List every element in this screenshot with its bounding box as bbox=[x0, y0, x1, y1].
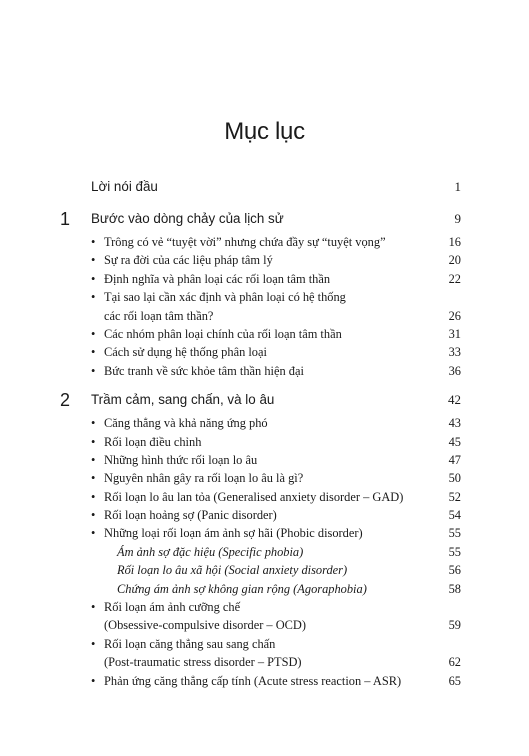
entry-text: Rối loạn lo âu lan tỏa (Generalised anxiety disorder – GAD) bbox=[104, 489, 404, 504]
entry-page: 59 bbox=[448, 618, 461, 633]
toc-subentry[interactable] bbox=[0, 580, 529, 598]
entry-text-cont: (Post-traumatic stress disorder – PTSD) bbox=[104, 655, 302, 670]
entry-text: Trông có vẻ “tuyệt vời” nhưng chứa đầy sự “tuyệt vọng” bbox=[104, 235, 386, 249]
bullet-icon: • bbox=[91, 290, 96, 305]
bullet-icon: • bbox=[91, 235, 96, 249]
bullet-icon: • bbox=[91, 416, 96, 431]
entry-text: Rối loạn hoảng sợ (Panic disorder) bbox=[104, 508, 277, 523]
entry-text: Rối loạn ám ảnh cưỡng chế bbox=[104, 600, 241, 615]
toc-entry[interactable] bbox=[0, 343, 529, 361]
toc-entry[interactable] bbox=[0, 524, 529, 542]
entry-page: 54 bbox=[448, 508, 461, 523]
toc-entry-continuation bbox=[0, 616, 529, 634]
entry-page: 47 bbox=[448, 452, 461, 467]
preface-label: Lời nói đầu bbox=[91, 179, 158, 194]
toc-entry[interactable] bbox=[0, 288, 529, 306]
bullet-icon: • bbox=[91, 363, 96, 378]
toc-entry[interactable] bbox=[0, 233, 529, 251]
bullet-icon: • bbox=[91, 600, 96, 615]
entry-page: 56 bbox=[448, 563, 461, 578]
entry-text: Định nghĩa và phân loại các rối loạn tâm thần bbox=[104, 271, 331, 286]
entry-page: 50 bbox=[448, 471, 461, 486]
entry-page: 45 bbox=[448, 434, 461, 449]
entry-text: Những hình thức rối loạn lo âu bbox=[104, 452, 258, 467]
entry-text: Cách sử dụng hệ thống phân loại bbox=[104, 345, 267, 360]
entry-text: Các nhóm phân loại chính của rối loạn tâm thần bbox=[104, 326, 342, 341]
toc-entry[interactable] bbox=[0, 270, 529, 288]
toc-entry[interactable] bbox=[0, 672, 529, 690]
toc-entry[interactable] bbox=[0, 506, 529, 524]
toc-entry[interactable] bbox=[0, 433, 529, 451]
chapter-page: 9 bbox=[454, 211, 461, 226]
page-title: Mục lục bbox=[224, 118, 305, 145]
bullet-icon: • bbox=[91, 345, 96, 360]
table-of-contents bbox=[0, 176, 529, 690]
entry-page: 20 bbox=[448, 253, 461, 268]
chapter-list bbox=[0, 207, 529, 690]
toc-preface[interactable] bbox=[0, 176, 529, 198]
bullet-icon: • bbox=[91, 489, 96, 504]
bullet-icon: • bbox=[91, 526, 96, 541]
entry-text: Chứng ám ảnh sợ không gian rộng (Agoraphobia) bbox=[117, 581, 367, 596]
entry-text: Phản ứng căng thẳng cấp tính (Acute stress reaction – ASR) bbox=[104, 673, 402, 688]
toc-entry[interactable] bbox=[0, 362, 529, 380]
entry-page: 55 bbox=[448, 544, 461, 559]
toc-entry[interactable] bbox=[0, 469, 529, 487]
bullet-icon: • bbox=[91, 326, 96, 341]
bullet-icon: • bbox=[91, 471, 96, 486]
chapter-page: 42 bbox=[448, 392, 461, 408]
toc-entry-continuation bbox=[0, 653, 529, 671]
entry-text: Nguyên nhân gây ra rối loạn lo âu là gì? bbox=[104, 471, 304, 486]
entry-page: 62 bbox=[448, 655, 461, 670]
bullet-icon: • bbox=[91, 434, 96, 449]
entry-text: Căng thẳng và khả năng ứng phó bbox=[104, 416, 268, 431]
toc-entry[interactable] bbox=[0, 325, 529, 343]
bullet-icon: • bbox=[91, 673, 96, 688]
chapter-heading[interactable] bbox=[0, 207, 529, 231]
toc-entry[interactable] bbox=[0, 488, 529, 506]
entry-text: Tại sao lại cần xác định và phân loại có hệ thống bbox=[104, 290, 346, 305]
toc-entry[interactable] bbox=[0, 251, 529, 269]
entry-text-cont: các rối loạn tâm thần? bbox=[104, 308, 214, 323]
entry-page: 58 bbox=[448, 581, 461, 596]
chapter-number: 1 bbox=[60, 209, 71, 229]
bullet-icon: • bbox=[91, 508, 96, 523]
toc-subentry[interactable] bbox=[0, 561, 529, 579]
chapter-heading[interactable] bbox=[0, 388, 529, 412]
entry-page: 52 bbox=[448, 489, 461, 504]
bullet-icon: • bbox=[91, 636, 96, 651]
entry-page: 36 bbox=[448, 363, 461, 378]
entry-page: 55 bbox=[448, 526, 461, 541]
entry-page: 65 bbox=[448, 673, 461, 688]
toc-entry[interactable] bbox=[0, 451, 529, 469]
chapter-title: Trầm cảm, sang chấn, và lo âu bbox=[91, 392, 275, 408]
chapter-title: Bước vào dòng chảy của lịch sử bbox=[91, 211, 284, 226]
entry-page: 31 bbox=[448, 326, 461, 341]
entry-text-cont: (Obsessive-compulsive disorder – OCD) bbox=[104, 618, 307, 633]
preface-page: 1 bbox=[454, 179, 461, 194]
toc-subentry[interactable] bbox=[0, 543, 529, 561]
entry-page: 43 bbox=[448, 416, 461, 431]
entry-text: Ám ảnh sợ đặc hiệu (Specific phobia) bbox=[117, 544, 304, 559]
entry-text: Rối loạn căng thẳng sau sang chấn bbox=[104, 636, 276, 651]
toc-entry[interactable] bbox=[0, 598, 529, 616]
entry-text: Rối loạn lo âu xã hội (Social anxiety disorder) bbox=[117, 563, 348, 578]
entry-text: Bức tranh về sức khỏe tâm thần hiện đại bbox=[104, 363, 304, 378]
bullet-icon: • bbox=[91, 253, 96, 268]
bullet-icon: • bbox=[91, 271, 96, 286]
entry-page: 22 bbox=[448, 271, 461, 286]
entry-page: 26 bbox=[448, 308, 461, 323]
toc-entry-continuation bbox=[0, 307, 529, 325]
toc-entry[interactable] bbox=[0, 635, 529, 653]
bullet-icon: • bbox=[91, 452, 96, 467]
entry-text: Những loại rối loạn ám ảnh sợ hãi (Phobic disorder) bbox=[104, 526, 363, 541]
entry-text: Sự ra đời của các liệu pháp tâm lý bbox=[104, 253, 273, 268]
chapter-number: 2 bbox=[60, 390, 71, 411]
entry-page: 33 bbox=[448, 345, 461, 360]
toc-entry[interactable] bbox=[0, 414, 529, 432]
entry-page: 16 bbox=[448, 235, 461, 249]
entry-text: Rối loạn điều chỉnh bbox=[104, 434, 202, 449]
